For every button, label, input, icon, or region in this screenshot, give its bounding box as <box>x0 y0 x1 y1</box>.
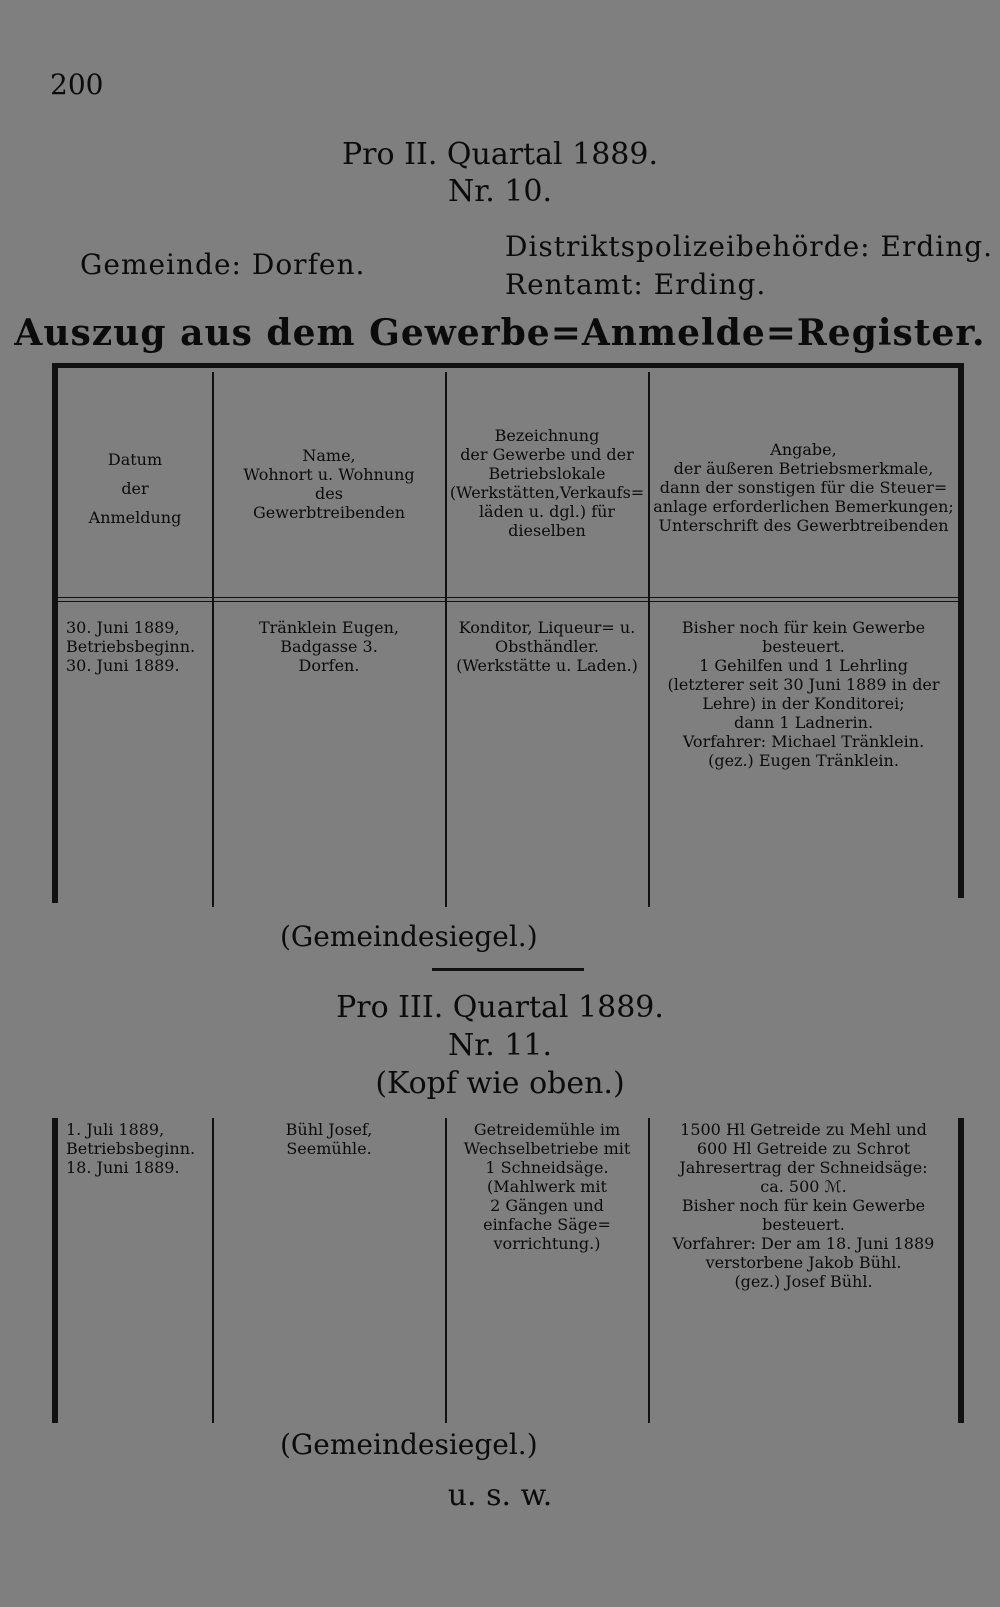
table1-top-rule <box>52 363 964 368</box>
row1-bezeichnung: Konditor, Liqueur= u. Obsthändler. (Werkstätte u. Laden.) <box>456 618 638 675</box>
quarter-heading-1: Pro II. Quartal 1889. <box>342 137 658 172</box>
row1-angabe: Bisher noch für kein Gewerbe besteuert. 1 Gehilfen und 1 Lehrling (letzterer seit 30 Juni 1889 in der Lehre) in der Konditorei; dann 1 Ladnerin. Vorfahrer: Michael Tränklein. (gez.) Eugen Tränklein. <box>667 618 940 770</box>
header-name: Name, Wohnort u. Wohnung des Gewerbtreibenden <box>243 446 415 522</box>
section-separator <box>432 968 584 971</box>
table2-left-border <box>52 1118 58 1423</box>
row2-angabe: 1500 Hl Getreide zu Mehl und 600 Hl Getreide zu Schrot Jahresertrag der Schneidsäge: ca. 500 ℳ. Bisher noch für kein Gewerbe besteuert. Vorfahrer: Der am 18. Juni 1889 verstorbene Jakob Bühl. (gez.) Josef Bühl. <box>672 1120 935 1291</box>
number-heading-1: Nr. 10. <box>447 174 553 209</box>
row1-datum: 30. Juni 1889, Betriebsbeginn. 30. Juni 1889. <box>66 618 196 675</box>
kopf-note: (Kopf wie oben.) <box>375 1066 625 1101</box>
table2-right-border <box>958 1118 964 1423</box>
table2-divider-2 <box>445 1118 447 1423</box>
table2-divider-1 <box>212 1118 214 1423</box>
gemeindesiegel-1: (Gemeindesiegel.) <box>280 920 538 953</box>
distrikt-label: Distriktspolizeibehörde: Erding. <box>505 230 994 263</box>
gemeinde-label: Gemeinde: Dorfen. <box>80 248 366 281</box>
authority-block <box>505 228 993 304</box>
gemeindesiegel-2: (Gemeindesiegel.) <box>280 1428 538 1461</box>
number-heading-2: Nr. 11. <box>447 1028 553 1063</box>
page-number: 200 <box>50 68 104 101</box>
table1-divider-1 <box>212 372 214 907</box>
table1-left-border <box>52 363 58 903</box>
row1-name: Tränklein Eugen, Badgasse 3. Dorfen. <box>258 618 400 675</box>
closing-text: u. s. w. <box>447 1478 553 1513</box>
header-datum: Datum der Anmeldung <box>88 450 182 527</box>
row2-datum: 1. Juli 1889, Betriebsbeginn. 18. Juni 1889. <box>66 1120 196 1177</box>
header-angabe: Angabe, der äußeren Betriebsmerkmale, dann der sonstigen für die Steuer= anlage erforderlichen Bemerkungen; Unterschrift des Gewerbtreibenden <box>653 440 954 535</box>
row2-name: Bühl Josef, Seemühle. <box>285 1120 373 1158</box>
table1-header-rule-b <box>58 601 958 602</box>
row2-bezeichnung: Getreidemühle im Wechselbetriebe mit 1 Schneidsäge. (Mahlwerk mit 2 Gängen und einfache Säge= vorrichtung.) <box>463 1120 631 1253</box>
table2-divider-3 <box>648 1118 650 1423</box>
table1-divider-3 <box>648 372 650 907</box>
table1-divider-2 <box>445 372 447 907</box>
rentamt-label: Rentamt: Erding. <box>505 268 767 301</box>
register-title: Auszug aus dem Gewerbe=Anmelde=Register. <box>14 312 986 354</box>
table1-header-rule-a <box>58 597 958 598</box>
header-bezeichnung: Bezeichnung der Gewerbe und der Betriebslokale (Werkstätten,Verkaufs= läden u. dgl.) für dieselben <box>449 426 645 540</box>
quarter-heading-2: Pro III. Quartal 1889. <box>336 990 664 1025</box>
table1-right-border <box>958 363 964 898</box>
